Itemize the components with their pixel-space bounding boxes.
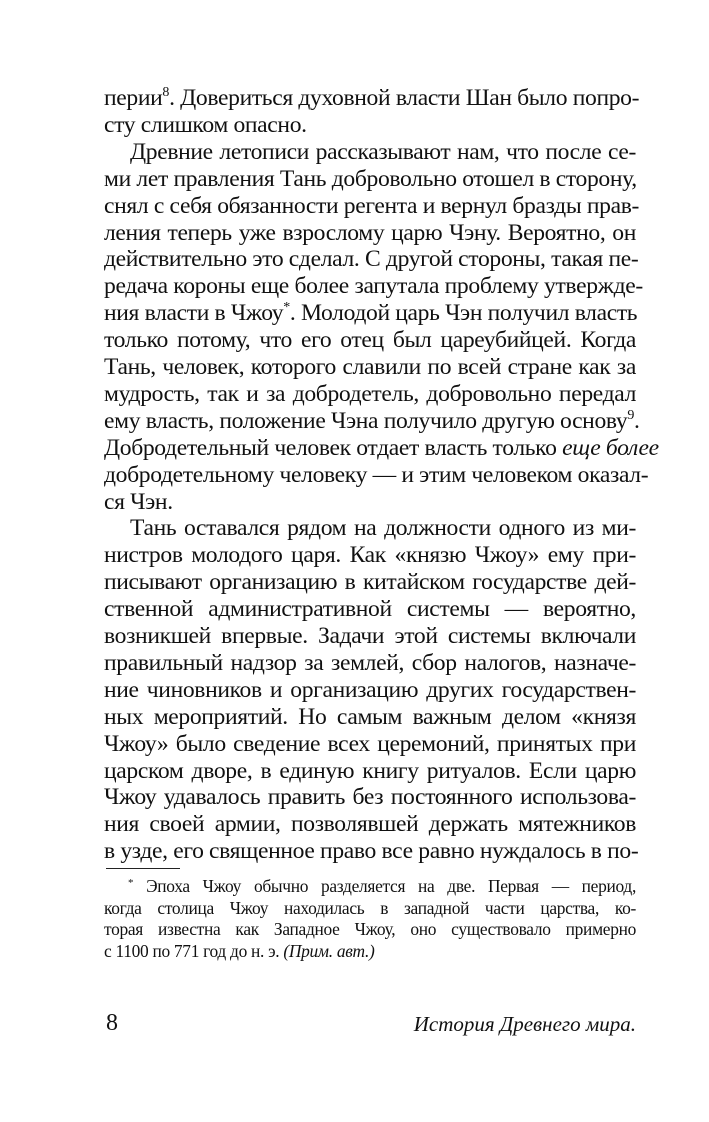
footnote-line: торая известна как Западное Чжоу, оно существовало примерно — [104, 919, 636, 940]
body-line: Тань, человек, которого славили по всей стране как за — [104, 354, 636, 380]
body-line: в узде, его священное право все равно нуждалось в по- — [104, 838, 639, 865]
page-number: 8 — [106, 1010, 118, 1036]
footnote-divider — [106, 868, 180, 869]
body-line: писывают организацию в китайском государстве дей- — [104, 569, 636, 596]
body-line: добродетельному человеку — и этим человеком оказал- — [104, 461, 649, 488]
footnote-line: когда столица Чжоу находилась в западной части царства, ко- — [104, 897, 636, 918]
body-line: действительно это сделал. С другой стороны, такая пе- — [104, 246, 639, 273]
body-line: ния своей армии, позволявшей держать мятежников — [104, 811, 636, 838]
endnote-ref: 8 — [162, 85, 170, 100]
body-line: ления теперь уже взрослому царю Чэну. Вероятно, он — [104, 219, 636, 246]
body-line: мудрость, так и за добродетель, добровольно передал — [104, 380, 636, 407]
body-line: Чжоу» было сведение всех церемоний, принятых при — [104, 730, 636, 757]
body-line: ему власть, положение Чэна получило другую основу$^9$. — [104, 407, 640, 434]
footnote-ref: * — [283, 300, 290, 316]
endnote-ref: 9 — [627, 407, 634, 423]
footnote-marker: * — [128, 877, 134, 890]
body-line: нистров молодого царя. Как «князю Чжоу» ему при- — [104, 542, 636, 569]
body-line: царском дворе, в единую книгу ритуалов. Если царю — [104, 757, 636, 784]
body-line: Добродетельный человек отдает власть только еще более — [104, 434, 659, 461]
body-line: Тань оставался рядом на должности одного из ми- — [130, 515, 636, 542]
body-line: редача короны еще более запутала проблему утвержде- — [104, 273, 643, 300]
body-line: ся Чэн. — [104, 488, 173, 515]
body-line: только потому, что его отец был цареубийцей. Когда — [104, 327, 636, 354]
body-line: перии$^8$. Довериться духовной власти Шан было попро- — [104, 85, 640, 111]
body-line: ние чиновников и организацию других государствен- — [104, 676, 636, 703]
body-line: возникшей впервые. Задачи этой системы включали — [104, 623, 636, 649]
running-title: История Древнего мира. — [413, 1012, 636, 1036]
body-line: Древние летописи рассказывают нам, что после се- — [130, 138, 636, 165]
body-line: ных мероприятий. Но самым важным делом «князя — [104, 703, 636, 730]
body-line: ния власти в Чжоу*. Молодой царь Чэн получил власть — [104, 300, 638, 327]
body-line: ственной административной системы — вероятно, — [104, 596, 636, 623]
body-line: снял с себя обязанности регента и вернул бразды прав- — [104, 192, 640, 219]
footnote-author-note: (Прим. авт.) — [283, 940, 375, 961]
body-line: ми лет правления Тань добровольно отошел в сторону, — [104, 165, 637, 192]
footnote-line: * Эпоха Чжоу обычно разделяется на две. Первая — период, — [128, 876, 636, 897]
footnote-line: с 1100 по 771 год до н. э. (Прим. авт.) — [104, 940, 375, 961]
body-line: сту слишком опасно. — [104, 111, 307, 138]
emphasis: еще более — [562, 434, 659, 461]
body-line: правильный надзор за землей, сбор налогов, назначе- — [104, 649, 636, 676]
body-line: Чжоу удавалось править без постоянного использова- — [104, 784, 636, 811]
